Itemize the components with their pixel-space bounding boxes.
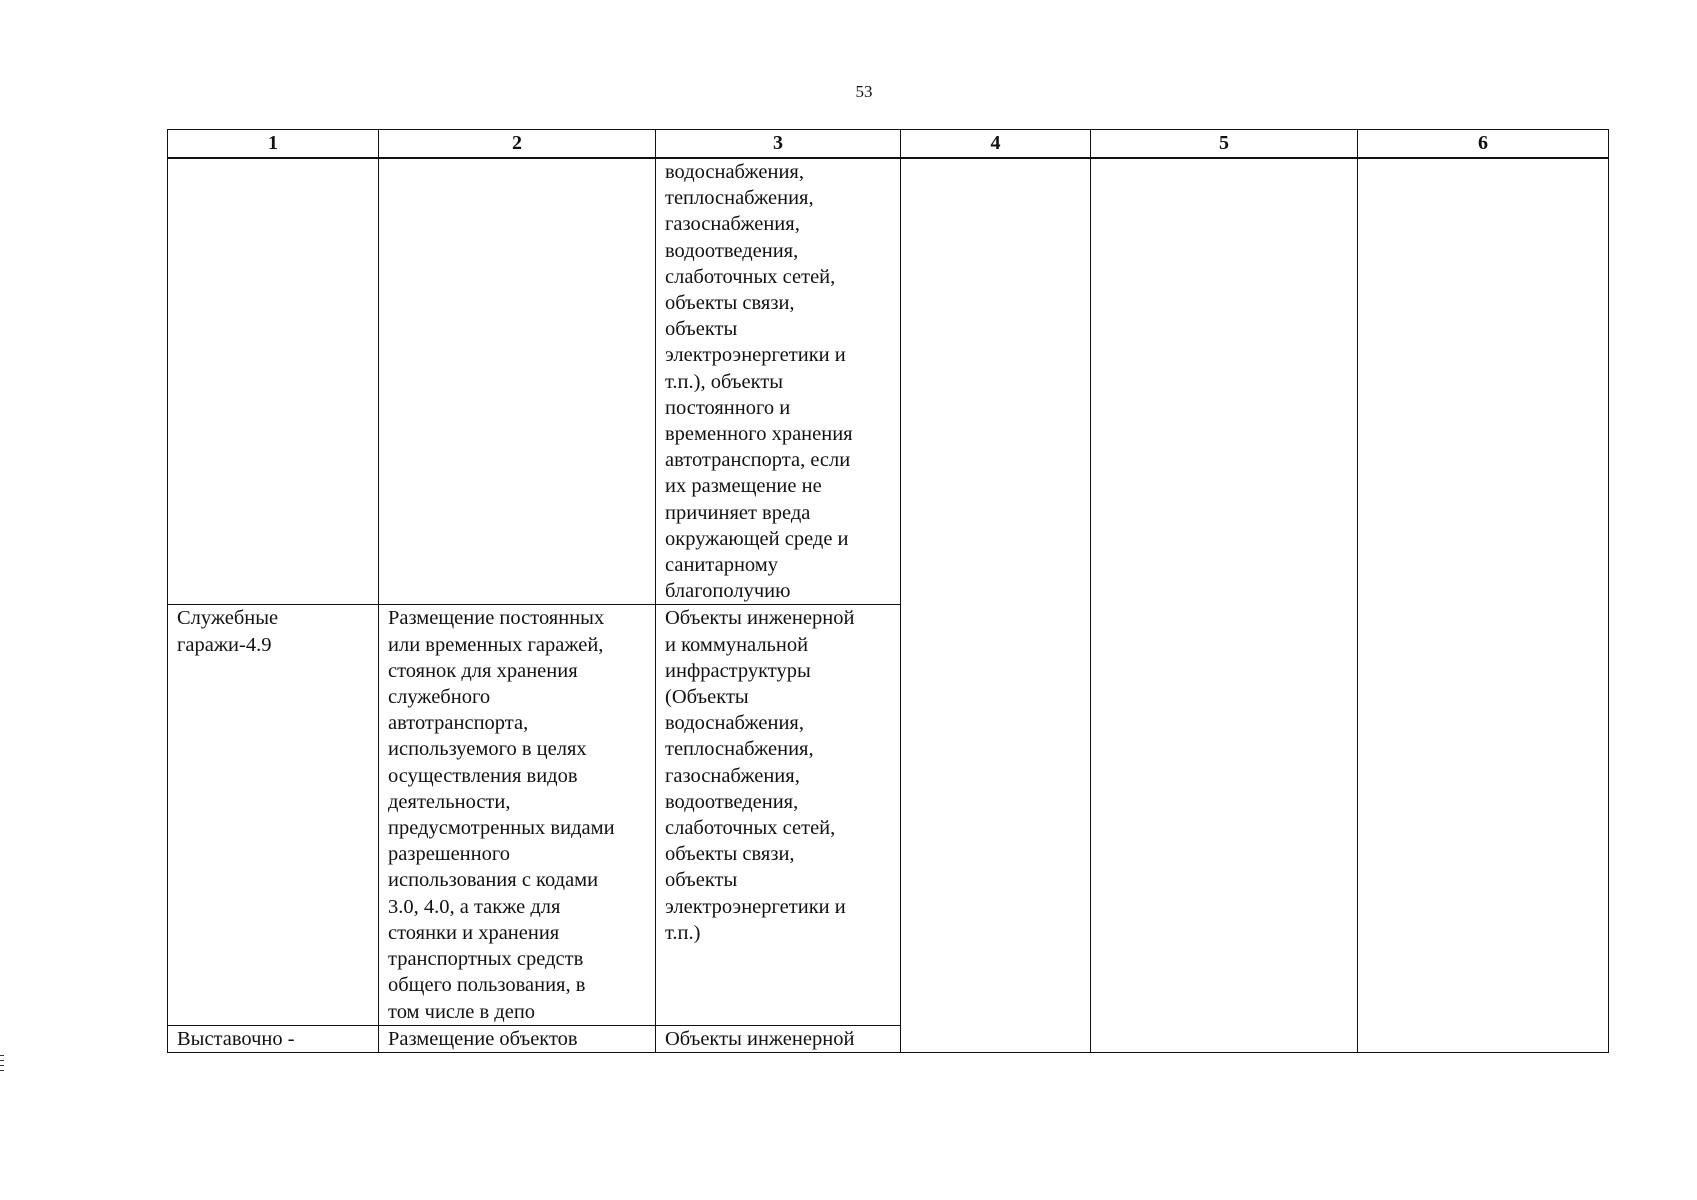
table-header-row: [168, 130, 1609, 159]
row-3-use-type-text: Выставочно -: [177, 1027, 295, 1050]
row-3-description: [379, 1025, 656, 1052]
row-1-objects: [656, 158, 901, 605]
column-header-1: 1: [168, 130, 379, 159]
table-row: [168, 158, 1609, 605]
row-2-use-type: [168, 605, 379, 1025]
column-header-2: 2: [379, 130, 656, 159]
row-2-use-type-text: Служебные гаражи-4.9: [177, 607, 279, 656]
column-4-cell: [901, 158, 1091, 1052]
row-1-objects-text: водоснабжения, теплоснабжения, газоснабжения, водоотведения, слаботочных сетей, объекты связи, объекты электроэнергетики и т.п.), объекты постоянного и временного хранения автотранспорта, если их размещение не причиняет вреда окружающей среде и санитарному благополучию: [665, 161, 853, 603]
page-number: 53: [855, 82, 873, 101]
land-use-table: [167, 129, 1609, 1053]
row-3-use-type: [168, 1025, 379, 1052]
scan-edge-marks: [0, 1055, 4, 1175]
column-header-6: 6: [1358, 130, 1609, 159]
row-1-use-type: [168, 158, 379, 605]
column-5-cell: [1091, 158, 1358, 1052]
row-2-description: [379, 605, 656, 1025]
column-6-cell: [1358, 158, 1609, 1052]
row-1-description: [379, 158, 656, 605]
row-3-description-text: Размещение объектов: [388, 1027, 578, 1050]
column-header-5: 5: [1091, 130, 1358, 159]
row-2-objects-text: Объекты инженерной и коммунальной инфраструктуры (Объекты водоснабжения, теплоснабжения, газоснабжения, водоотведения, слаботочных сетей, объекты связи, объекты электроэнергетики и т.п.): [665, 607, 855, 944]
row-2-objects: [656, 605, 901, 1025]
row-2-description-text: Размещение постоянных или временных гаражей, стоянок для хранения служебного автотранспорта, используемого в целях осуществления видов деятельности, предусмотренных видами разрешенного использования с кодами 3.0, 4.0, а также для стоянки и хранения транспортных средств общего пользования, в том числе в депо: [388, 607, 615, 1023]
row-3-objects-text: Объекты инженерной: [665, 1027, 855, 1050]
column-header-4: 4: [901, 130, 1091, 159]
column-header-3: 3: [656, 130, 901, 159]
row-3-objects: [656, 1025, 901, 1052]
